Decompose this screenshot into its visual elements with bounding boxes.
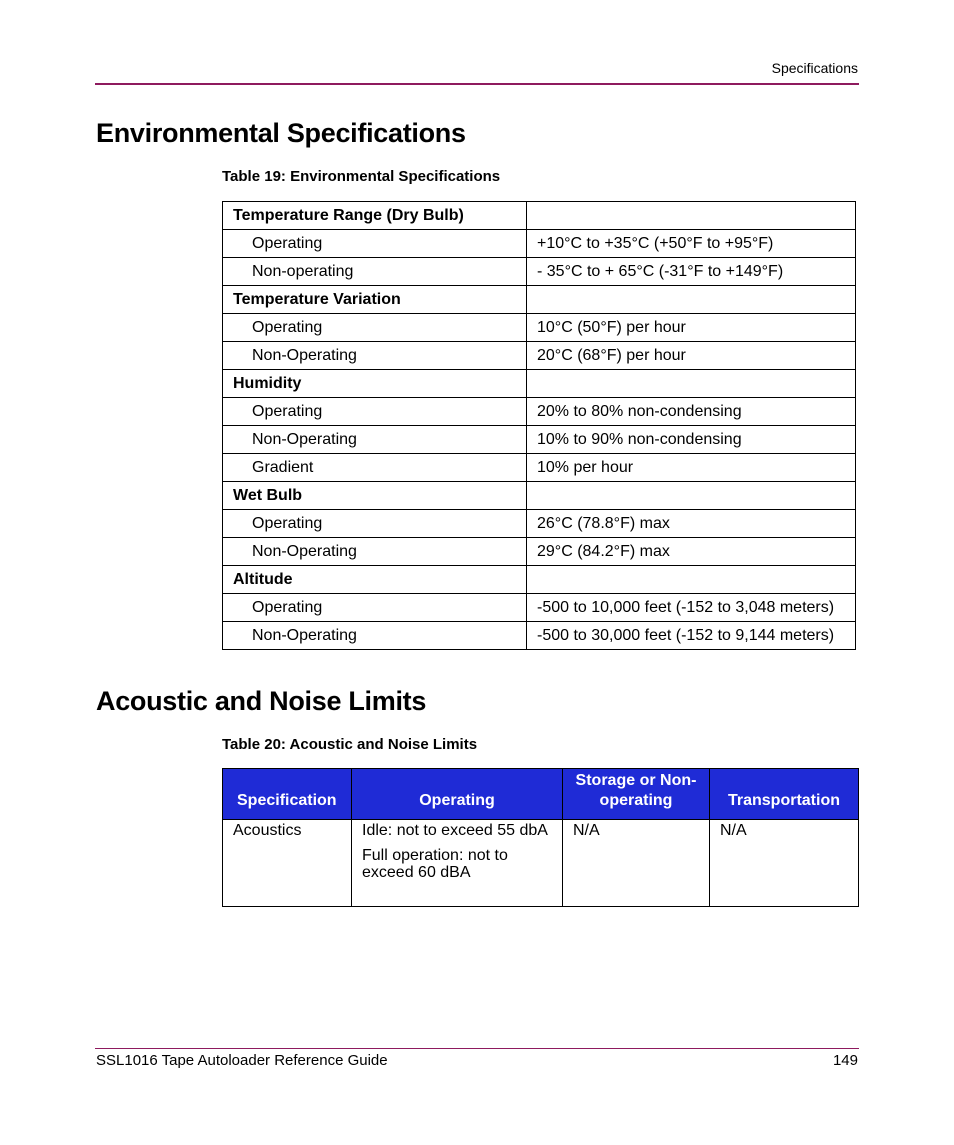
environmental-heading: Environmental Specifications: [96, 118, 466, 148]
row-value: 20°C (68°F) per hour: [527, 342, 856, 370]
row-label: Temperature Variation: [223, 286, 527, 314]
table-row: [223, 454, 856, 482]
row-value: [527, 566, 856, 594]
cell-operating: [352, 820, 563, 907]
footer-rule: [95, 1048, 859, 1049]
operating-idle: Idle: not to exceed 55 dbA: [362, 822, 548, 839]
acoustic-header-row: [223, 769, 859, 820]
row-label: Non-Operating: [223, 538, 527, 566]
cell-specification: Acoustics: [223, 820, 352, 907]
section-row: [223, 370, 856, 398]
row-value: [527, 482, 856, 510]
table-row: [223, 538, 856, 566]
row-label: Altitude: [223, 566, 527, 594]
table-row: [223, 622, 856, 650]
acoustic-table: [222, 768, 859, 907]
row-value: -500 to 10,000 feet (-152 to 3,048 meters): [527, 594, 856, 622]
running-head: Specifications: [771, 60, 858, 76]
row-value: 26°C (78.8°F) max: [527, 510, 856, 538]
section-row: [223, 566, 856, 594]
row-label: Wet Bulb: [223, 482, 527, 510]
row-label: Operating: [223, 594, 527, 622]
table-row: [223, 342, 856, 370]
row-value: 10% per hour: [527, 454, 856, 482]
row-label: Humidity: [223, 370, 527, 398]
environmental-table: [222, 201, 856, 650]
section-row: [223, 202, 856, 230]
acoustic-heading: Acoustic and Noise Limits: [96, 686, 427, 716]
header-rule: [95, 83, 859, 85]
row-value: [527, 202, 856, 230]
row-label: Operating: [223, 398, 527, 426]
row-value: 10% to 90% non-condensing: [527, 426, 856, 454]
header-operating: Operating: [352, 769, 563, 820]
row-value: [527, 370, 856, 398]
row-value: 20% to 80% non-condensing: [527, 398, 856, 426]
table-row: [223, 820, 859, 907]
acoustic-table-caption: Table 20: Acoustic and Noise Limits: [222, 736, 478, 753]
row-label: Gradient: [223, 454, 527, 482]
table-row: [223, 398, 856, 426]
header-specification: Specification: [223, 769, 352, 820]
row-label: Operating: [223, 314, 527, 342]
row-value: - 35°C to + 65°C (-31°F to +149°F): [527, 258, 856, 286]
table-row: [223, 426, 856, 454]
header-storage: Storage or Non-operating: [563, 769, 710, 820]
row-label: Non-Operating: [223, 622, 527, 650]
cell-transportation: N/A: [710, 820, 859, 907]
row-label: Non-operating: [223, 258, 527, 286]
row-label: Non-Operating: [223, 342, 527, 370]
section-row: [223, 482, 856, 510]
row-value: 29°C (84.2°F) max: [527, 538, 856, 566]
row-label: Operating: [223, 510, 527, 538]
table-row: [223, 314, 856, 342]
cell-storage: N/A: [563, 820, 710, 907]
footer-guide-title: SSL1016 Tape Autoloader Reference Guide: [96, 1052, 388, 1069]
table-row: [223, 230, 856, 258]
row-value: [527, 286, 856, 314]
row-value: -500 to 30,000 feet (-152 to 9,144 meters): [527, 622, 856, 650]
row-value: +10°C to +35°C (+50°F to +95°F): [527, 230, 856, 258]
environmental-table-caption: Table 19: Environmental Specifications: [222, 168, 501, 185]
section-row: [223, 286, 856, 314]
table-row: [223, 258, 856, 286]
row-label: Non-Operating: [223, 426, 527, 454]
row-label: Operating: [223, 230, 527, 258]
operating-full: Full operation: not to exceed 60 dBA: [362, 847, 508, 881]
row-label: Temperature Range (Dry Bulb): [223, 202, 527, 230]
table-row: [223, 594, 856, 622]
row-value: 10°C (50°F) per hour: [527, 314, 856, 342]
header-transportation: Transportation: [710, 769, 859, 820]
page-number: 149: [832, 1052, 858, 1069]
table-row: [223, 510, 856, 538]
